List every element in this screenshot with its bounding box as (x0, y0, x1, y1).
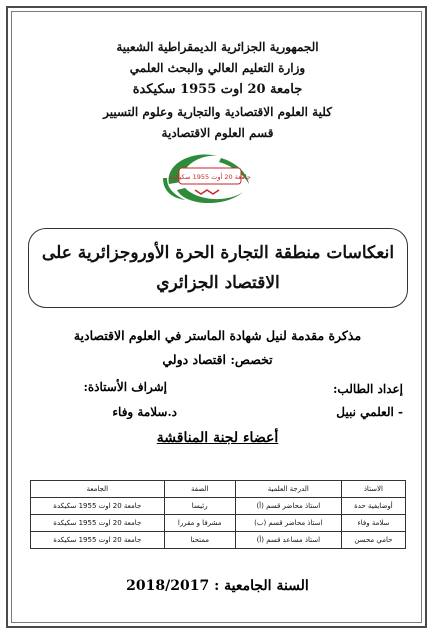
thesis-title-line1: انعكاسات منطقة التجارة الحرة الأوروجزائرية على (41, 243, 395, 263)
cell-degree: استاذ مساعد قسم (أ) (235, 532, 341, 549)
header-university: الجامعة (31, 481, 165, 498)
cell-professor: أوضايفية حدة (341, 498, 405, 515)
cell-degree: استاذ محاضر قسم (أ) (235, 498, 341, 515)
cell-role: رئيسا (164, 498, 235, 515)
cell-university: جامعة 20 اوت 1955 سكيكدة (31, 532, 165, 549)
ministry-name: وزارة التعليم العالي والبحث العلمي (129, 61, 306, 75)
supervisor-label: إشراف الأستاذة: (83, 380, 167, 394)
cell-university: جامعة 20 اوت 1955 سكيكدة (31, 515, 165, 532)
cell-professor: حامي محسن (341, 532, 405, 549)
cell-role: مشرفا و مقررا (164, 515, 235, 532)
republic-name: الجمهورية الجزائرية الديمقراطية الشعبية (116, 40, 319, 54)
student-label: إعداد الطالب: (332, 382, 403, 396)
cell-university: جامعة 20 اوت 1955 سكيكدة (31, 498, 165, 515)
specialization: تخصص: اقتصاد دولي (162, 352, 273, 367)
header-role: الصفة (164, 481, 235, 498)
header-professor: الاستاذ (341, 481, 405, 498)
department-name: قسم العلوم الاقتصادية (161, 126, 274, 140)
academic-year: السنة الجامعية : 2018/2017 (126, 578, 309, 594)
cell-degree: استاذ محاضر قسم (ب) (235, 515, 341, 532)
table-row (31, 532, 406, 549)
memo-description: مذكرة مقدمة لنيل شهادة الماستر في العلوم الاقتصادية (73, 328, 362, 343)
header-degree: الدرجة العلمية (235, 481, 341, 498)
university-name: جامعة 20 اوت 1955 سكيكدة (132, 82, 303, 97)
cell-role: ممتحنا (164, 532, 235, 549)
faculty-name: كلية العلوم الاقتصادية والتجارية وعلوم التسيير (103, 105, 332, 119)
table-header-row (31, 481, 406, 498)
student-name: - العلمي نبيل (336, 405, 403, 419)
university-logo (155, 148, 261, 214)
supervisor-name: د.سلامة وفاء (112, 405, 177, 419)
committee-table (30, 480, 406, 549)
table-row (31, 498, 406, 515)
thesis-title-box (28, 228, 408, 308)
thesis-title-line2: الاقتصاد الجزائري (156, 273, 280, 293)
logo-text: جامعة 20 أوت 1955 سكيكدة (169, 173, 251, 181)
table-row (31, 515, 406, 532)
committee-title: أعضاء لجنة المناقشة (156, 430, 279, 446)
cell-professor: سلامة وفاء (341, 515, 405, 532)
